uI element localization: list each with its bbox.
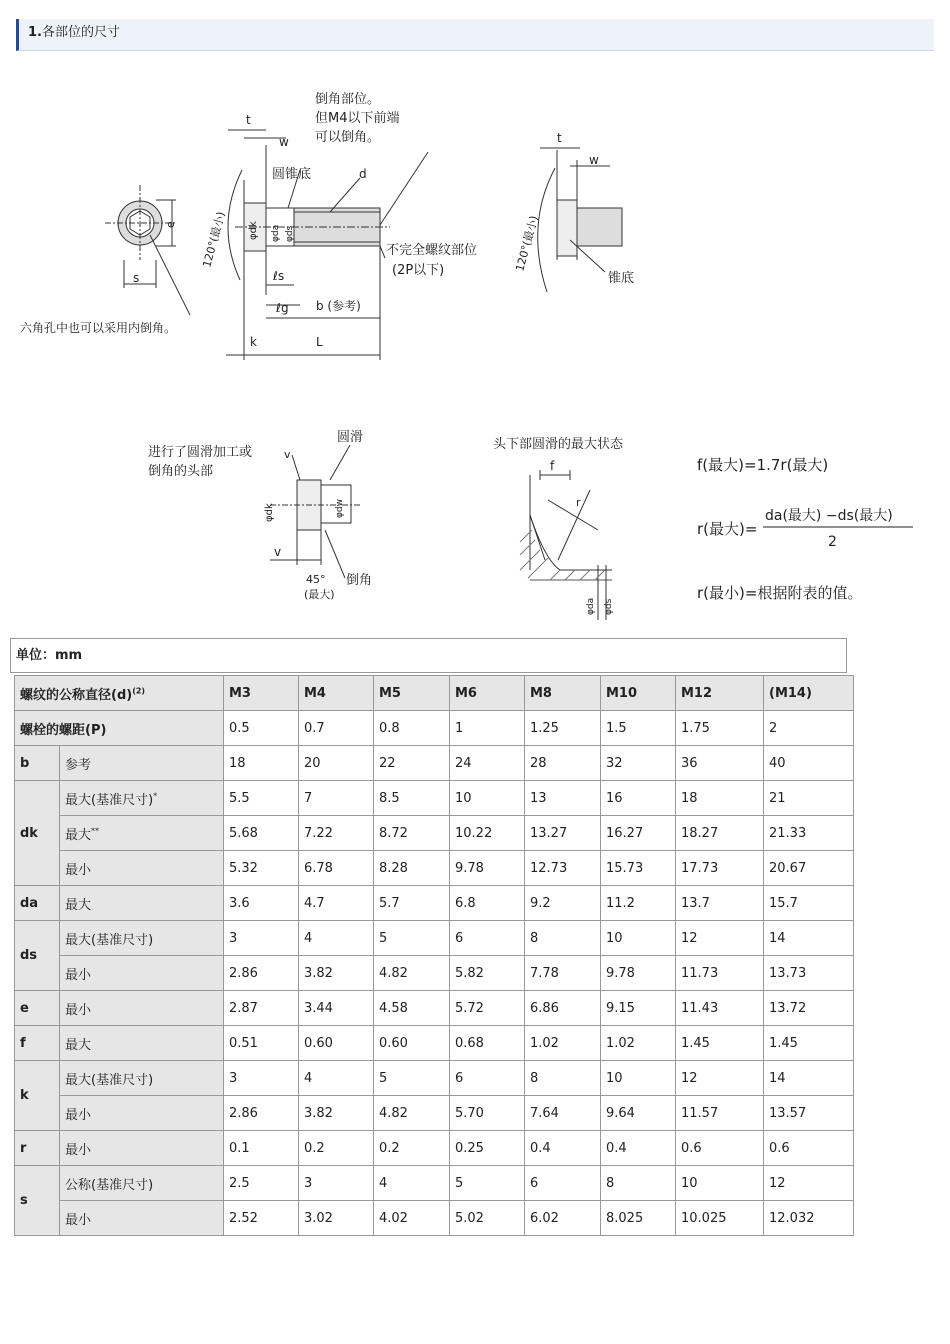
table-cell: 0.2	[299, 1131, 374, 1166]
rounded-head-view	[270, 445, 360, 578]
table-cell: 3	[299, 1166, 374, 1201]
table-cell: 28	[525, 746, 601, 781]
row-label-ds: ds	[15, 921, 60, 991]
incomplete-thread-1: 不完全螺纹部位	[386, 243, 478, 258]
dim-da-label: φda	[271, 224, 281, 242]
table-cell: 13.7	[676, 886, 764, 921]
table-cell: 8.025	[601, 1201, 676, 1236]
table-cell: 36	[676, 746, 764, 781]
dim-dw-label: φdw	[335, 498, 345, 518]
max-state-view	[520, 470, 612, 620]
table-cell: 32	[601, 746, 676, 781]
dim-ls-label: ℓs	[273, 269, 285, 283]
row-label-f: f	[15, 1026, 60, 1061]
dim-f-label: f	[550, 459, 555, 473]
table-cell: 11.73	[676, 956, 764, 991]
row-sublabel: 最小	[60, 1131, 224, 1166]
table-cell: 1.25	[525, 711, 601, 746]
table-row	[15, 1166, 854, 1201]
table-cell: 13	[525, 781, 601, 816]
table-cell: 6	[450, 1061, 525, 1096]
table-cell: 5.32	[224, 851, 299, 886]
table-cell: 9.64	[601, 1096, 676, 1131]
cone-bottom-right-label: 锥底	[608, 271, 635, 286]
row-sublabel: 最大(基准尺寸)	[60, 921, 224, 956]
table-cell: 4.58	[374, 991, 450, 1026]
hex-note: 六角孔中也可以采用内倒角。	[20, 321, 177, 335]
row-sublabel: 最大	[60, 1026, 224, 1061]
table-cell: 3	[224, 921, 299, 956]
table-row	[15, 851, 854, 886]
table-cell: 3.6	[224, 886, 299, 921]
table-cell: 4.7	[299, 886, 374, 921]
table-row	[15, 816, 854, 851]
table-cell: 2.87	[224, 991, 299, 1026]
table-cell: 0.8	[374, 711, 450, 746]
dim-t-label: t	[246, 113, 251, 127]
dim-ds2-label: φds	[604, 598, 614, 615]
size-header: M4	[299, 676, 374, 711]
row-sublabel: 最大(基准尺寸)*	[60, 781, 224, 816]
dim-dk2-label: φdk	[264, 503, 275, 522]
table-cell: 4.02	[374, 1201, 450, 1236]
angle45-label: 45°	[306, 573, 326, 586]
table-cell: 11.43	[676, 991, 764, 1026]
dim-w-label: w	[279, 135, 289, 149]
dim-da2-label: φda	[586, 597, 596, 615]
end-view	[105, 185, 190, 315]
table-cell: 13.57	[764, 1096, 854, 1131]
row-label-b: b	[15, 746, 60, 781]
table-row	[15, 921, 854, 956]
table-cell: 20	[299, 746, 374, 781]
table-cell: 8.5	[374, 781, 450, 816]
rounding-label: 圆滑	[337, 430, 364, 445]
dim-d-label: d	[359, 167, 367, 181]
table-cell: 6.8	[450, 886, 525, 921]
table-cell: 18.27	[676, 816, 764, 851]
row-label-s: s	[15, 1166, 60, 1236]
table-cell: 6.78	[299, 851, 374, 886]
table-cell: 0.60	[374, 1026, 450, 1061]
size-header: M6	[450, 676, 525, 711]
table-cell: 0.4	[601, 1131, 676, 1166]
table-cell: 12.032	[764, 1201, 854, 1236]
table-cell: 0.7	[299, 711, 374, 746]
table-cell: 17.73	[676, 851, 764, 886]
table-cell: 3.82	[299, 1096, 374, 1131]
table-cell: 13.27	[525, 816, 601, 851]
size-header: M8	[525, 676, 601, 711]
row-sublabel: 最小	[60, 1096, 224, 1131]
footnote-mark: *	[153, 791, 158, 801]
table-row	[15, 956, 854, 991]
dim-v2-label: v	[284, 448, 291, 461]
table-row	[15, 746, 854, 781]
table-cell: 6.02	[525, 1201, 601, 1236]
table-header-row	[15, 676, 854, 711]
table-cell: 13.72	[764, 991, 854, 1026]
row-sublabel: 参考	[60, 746, 224, 781]
table-cell: 8	[525, 921, 601, 956]
table-cell: 14	[764, 921, 854, 956]
table-cell: 5.82	[450, 956, 525, 991]
size-header: M12	[676, 676, 764, 711]
formula-r-numerator: da(最大) −ds(最大)	[765, 508, 893, 524]
table-cell: 12	[764, 1166, 854, 1201]
table-cell: 5.68	[224, 816, 299, 851]
row-label-r: r	[15, 1131, 60, 1166]
table-cell: 2.86	[224, 1096, 299, 1131]
table-cell: 12	[676, 1061, 764, 1096]
table-cell: 9.78	[601, 956, 676, 991]
table-cell: 24	[450, 746, 525, 781]
table-cell: 11.2	[601, 886, 676, 921]
unit-label: 单位：mm	[10, 638, 847, 673]
size-header: M3	[224, 676, 299, 711]
dim-e-label: e	[164, 221, 177, 228]
table-cell: 5	[374, 1061, 450, 1096]
dim-L-label: L	[316, 335, 323, 349]
table-cell: 12	[676, 921, 764, 956]
table-cell: 3	[224, 1061, 299, 1096]
table-cell: 7.64	[525, 1096, 601, 1131]
spec-table	[14, 675, 854, 1236]
row-sublabel: 公称(基准尺寸)	[60, 1166, 224, 1201]
table-cell: 5.5	[224, 781, 299, 816]
formula-r-lhs: r(最大)=	[697, 520, 758, 538]
table-cell: 8.28	[374, 851, 450, 886]
dim-t2-label: t	[557, 131, 562, 145]
size-header: M5	[374, 676, 450, 711]
table-cell: 22	[374, 746, 450, 781]
table-cell: 11.57	[676, 1096, 764, 1131]
dim-w2-label: w	[589, 153, 599, 167]
table-cell: 0.2	[374, 1131, 450, 1166]
size-header: (M14)	[764, 676, 854, 711]
chamfer-label: 倒角	[346, 573, 373, 588]
table-cell: 1.75	[676, 711, 764, 746]
row-sublabel: 最小	[60, 1201, 224, 1236]
table-cell: 3.02	[299, 1201, 374, 1236]
formula-r-min: r(最小)=根据附表的值。	[697, 584, 863, 602]
dim-b-label: b (参考)	[316, 299, 361, 313]
dim-ds-label: φds	[285, 225, 295, 242]
table-cell: 4.82	[374, 956, 450, 991]
dimension-diagram	[0, 60, 950, 640]
table-cell: 10.025	[676, 1201, 764, 1236]
table-cell: 10	[601, 921, 676, 956]
table-cell: 1.5	[601, 711, 676, 746]
dim-k-label: k	[250, 335, 257, 349]
table-cell: 5	[450, 1166, 525, 1201]
table-cell: 20.67	[764, 851, 854, 886]
table-cell: 10	[601, 1061, 676, 1096]
table-cell: 0.25	[450, 1131, 525, 1166]
table-cell: 0.68	[450, 1026, 525, 1061]
row-label-k: k	[15, 1061, 60, 1131]
row-label-da: da	[15, 886, 60, 921]
table-cell: 4	[374, 1166, 450, 1201]
table-cell: 6	[450, 921, 525, 956]
table-cell: 1.45	[676, 1026, 764, 1061]
dim-v-label: v	[274, 545, 282, 559]
table-cell: 0.6	[676, 1131, 764, 1166]
table-cell: 9.15	[601, 991, 676, 1026]
table-cell: 7.22	[299, 816, 374, 851]
section-title-text: 各部位的尺寸	[41, 25, 120, 40]
table-cell: 1	[450, 711, 525, 746]
table-row	[15, 1201, 854, 1236]
table-cell: 8	[601, 1166, 676, 1201]
chamfer-note-3: 可以倒角。	[315, 130, 381, 145]
table-cell: 5	[374, 921, 450, 956]
footnote-mark: **	[91, 826, 100, 836]
table-cell: 6	[525, 1166, 601, 1201]
formula-r-denominator: 2	[828, 534, 837, 550]
row-sublabel: 最大	[60, 886, 224, 921]
formula-f: f(最大)=1.7r(最大)	[697, 456, 829, 474]
table-cell: 13.73	[764, 956, 854, 991]
max-state-label: 头下部圆滑的最大状态	[493, 437, 624, 452]
dim-dk-label: φdk	[248, 221, 259, 240]
table-cell: 2.5	[224, 1166, 299, 1201]
table-cell: 2.52	[224, 1201, 299, 1236]
table-cell: 21.33	[764, 816, 854, 851]
header-footnote: (2)	[132, 686, 146, 696]
table-cell: 8.72	[374, 816, 450, 851]
table-cell: 1.02	[601, 1026, 676, 1061]
table-cell: 10	[450, 781, 525, 816]
section-title	[16, 19, 934, 51]
table-cell: 4	[299, 1061, 374, 1096]
table-cell: 1.02	[525, 1026, 601, 1061]
table-cell: 15.7	[764, 886, 854, 921]
header-label: 螺纹的公称直径$(d)^{(2)}$	[15, 676, 224, 711]
table-row	[15, 886, 854, 921]
row-label-pitch: 螺栓的螺距(P)	[15, 711, 224, 746]
angle-label-left: 120°(最小)	[200, 210, 228, 269]
table-cell: 10	[676, 1166, 764, 1201]
table-cell: 0.1	[224, 1131, 299, 1166]
table-cell: 9.78	[450, 851, 525, 886]
table-cell: 5.70	[450, 1096, 525, 1131]
table-cell: 4	[299, 921, 374, 956]
table-cell: 5.72	[450, 991, 525, 1026]
table-cell: 8	[525, 1061, 601, 1096]
table-cell: 9.2	[525, 886, 601, 921]
table-row	[15, 1131, 854, 1166]
table-row	[15, 1096, 854, 1131]
table-cell: 40	[764, 746, 854, 781]
incomplete-thread-2: (2P以下)	[392, 263, 445, 278]
row-sublabel: 最小	[60, 991, 224, 1026]
dim-s-label: s	[133, 271, 140, 285]
row-sublabel: 最小	[60, 956, 224, 991]
table-cell: 12.73	[525, 851, 601, 886]
table-cell: 3.44	[299, 991, 374, 1026]
chamfer-note-1: 倒角部位。	[315, 92, 381, 107]
section-number: 1.	[28, 25, 42, 40]
table-cell: 5.02	[450, 1201, 525, 1236]
table-cell: 14	[764, 1061, 854, 1096]
table-cell: 10.22	[450, 816, 525, 851]
table-cell: 0.60	[299, 1026, 374, 1061]
table-row	[15, 1061, 854, 1096]
cone-bottom-label: 圆锥底	[272, 167, 312, 182]
table-cell: 0.5	[224, 711, 299, 746]
table-cell: 1.45	[764, 1026, 854, 1061]
table-cell: 18	[224, 746, 299, 781]
row-sublabel: 最小	[60, 851, 224, 886]
spec-table-body	[15, 676, 854, 1236]
table-row	[15, 781, 854, 816]
angle-label-right: 120°(最小)	[513, 214, 541, 273]
row-label-dk: dk	[15, 781, 60, 886]
table-cell: 15.73	[601, 851, 676, 886]
chamfer-note-2: 但M4以下前端	[315, 111, 400, 126]
row-sublabel: 最大**	[60, 816, 224, 851]
table-row	[15, 991, 854, 1026]
table-cell: 5.7	[374, 886, 450, 921]
table-cell: 16.27	[601, 816, 676, 851]
table-cell: 2	[764, 711, 854, 746]
table-cell: 6.86	[525, 991, 601, 1026]
table-cell: 4.82	[374, 1096, 450, 1131]
table-cell: 2.86	[224, 956, 299, 991]
table-cell: 16	[601, 781, 676, 816]
round-head-note-1: 进行了圆滑加工或	[148, 445, 253, 460]
size-header: M10	[601, 676, 676, 711]
table-cell: 0.6	[764, 1131, 854, 1166]
table-cell: 7	[299, 781, 374, 816]
row-label-e: e	[15, 991, 60, 1026]
row-sublabel: 最大(基准尺寸)	[60, 1061, 224, 1096]
dim-r-label: r	[576, 496, 581, 509]
table-cell: 18	[676, 781, 764, 816]
round-head-note-2: 倒角的头部	[148, 464, 214, 479]
table-row	[15, 1026, 854, 1061]
table-cell: 0.4	[525, 1131, 601, 1166]
dim-lg-label: ℓg	[276, 301, 289, 315]
table-cell: 7.78	[525, 956, 601, 991]
angle45-max-label: (最大)	[304, 588, 335, 601]
table-cell: 3.82	[299, 956, 374, 991]
table-cell: 21	[764, 781, 854, 816]
table-cell: 0.51	[224, 1026, 299, 1061]
table-row	[15, 711, 854, 746]
